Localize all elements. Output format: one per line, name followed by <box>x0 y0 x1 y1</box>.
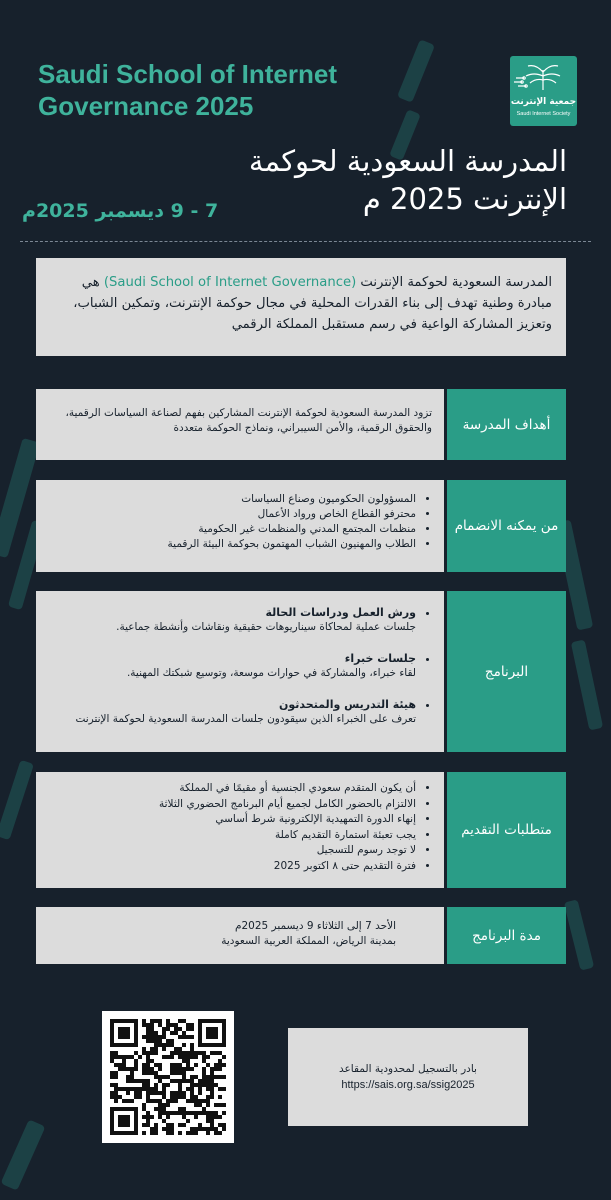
program-item-heading: ورش العمل ودراسات الحالة <box>265 606 416 619</box>
program-item-heading: جلسات خبراء <box>344 652 416 665</box>
program-item-desc: لقاء خبراء، والمشاركة في حوارات موسعة، وتوسيع شبكتك المهنية. <box>126 667 416 679</box>
intro-english-name: (Saudi School of Internet Governance) <box>103 275 357 290</box>
goals-panel <box>36 389 444 460</box>
decor-stroke <box>397 39 435 102</box>
register-text: بادر بالتسجيل لمحدودية المقاعد <box>339 1063 477 1075</box>
decor-stroke <box>1 1119 46 1190</box>
register-url-link[interactable]: https://sais.org.sa/ssig2025 <box>341 1079 475 1091</box>
register-box <box>288 1028 528 1126</box>
list-item: • الالتزام بالحضور الكامل لجميع أيام البرنامج الحضوري الثلاثة <box>48 797 416 813</box>
english-title: Saudi School of Internet Governance 2025 <box>38 59 338 121</box>
requirements-list <box>48 781 432 874</box>
program-item <box>48 605 432 635</box>
qr-code-icon <box>102 1011 234 1143</box>
logo-emblem-icon <box>510 56 577 96</box>
intro-text-start: المدرسة السعودية لحوكمة الإنترنت <box>360 275 552 290</box>
list-item: • لا توجد رسوم للتسجيل <box>48 843 416 859</box>
list-item: • فترة التقديم حتى ٨ اكتوبر 2025 <box>48 859 416 875</box>
header-divider <box>20 241 591 242</box>
program-panel <box>36 591 444 752</box>
goals-text: تزود المدرسة السعودية لحوكمة الإنترنت المشاركين بفهم لصناعة السياسات الرقمية، والحقوق الرقمية، والأمن السيبراني، ونماذج الحوكمة متعددة <box>65 407 432 434</box>
list-item: • المسؤولون الحكوميون وصناع السياسات <box>48 492 416 507</box>
duration-label: مدة البرنامج <box>447 907 566 964</box>
logo-arabic-text: جمعية الإنترنت <box>510 97 577 107</box>
eligible-label: من يمكنه الانضمام <box>447 480 566 572</box>
eligible-list <box>48 492 432 552</box>
list-item: • يجب تعبئة استمارة التقديم كاملة <box>48 828 416 844</box>
arabic-title: المدرسة السعودية لحوكمة الإنترنت 2025 م <box>248 144 567 216</box>
requirements-label: متطلبات التقديم <box>447 772 566 888</box>
logo-english-text: Saudi Internet Society <box>516 111 571 117</box>
decor-stroke <box>564 899 595 970</box>
duration-panel <box>36 907 444 964</box>
program-item <box>48 651 432 681</box>
list-item: • أن يكون المتقدم سعودي الجنسية أو مقيمًا في المملكة <box>48 781 416 797</box>
intro-text-end: هي مبادرة وطنية تهدف إلى بناء القدرات المحلية في مجال حوكمة الإنترنت، وتمكين الشباب، وتعزيز المشاركة الواعية في رسم مستقبل المملكة الرقمي <box>73 275 552 332</box>
duration-dates: الأحد 7 إلى الثلاثاء 9 ديسمبر 2025م <box>234 920 396 932</box>
list-item: • الطلاب والمهنيون الشباب المهتمون بحوكمة البيئة الرقمية <box>48 537 416 552</box>
list-item: • منظمات المجتمع المدني والمنظمات غير الحكومية <box>48 522 416 537</box>
decor-stroke <box>571 640 603 731</box>
list-item: • محترفو القطاع الخاص ورواد الأعمال <box>48 507 416 522</box>
event-date: 7 - 9 ديسمبر 2025م <box>22 200 219 222</box>
eligible-panel <box>36 480 444 572</box>
decor-stroke <box>0 760 34 840</box>
goals-label: أهداف المدرسة <box>447 389 566 460</box>
program-label: البرنامج <box>447 591 566 752</box>
program-item <box>48 697 432 727</box>
sais-logo <box>510 56 577 126</box>
list-item: • إنهاء الدورة التمهيدية الإلكترونية شرط أساسي <box>48 812 416 828</box>
program-item-desc: جلسات عملية لمحاكاة سيناريوهات حقيقية ونقاشات وأنشطة جماعية. <box>116 621 416 633</box>
program-item-desc: تعرف على الخبراء الذين سيقودون جلسات المدرسة السعودية لحوكمة الإنترنت <box>75 713 416 725</box>
registration-qr-code[interactable] <box>102 1011 234 1143</box>
intro-box <box>36 258 566 356</box>
duration-location: بمدينة الرياض، المملكة العربية السعودية <box>221 935 396 947</box>
requirements-panel <box>36 772 444 888</box>
program-item-heading: هيئة التدريس والمتحدثون <box>279 698 416 711</box>
